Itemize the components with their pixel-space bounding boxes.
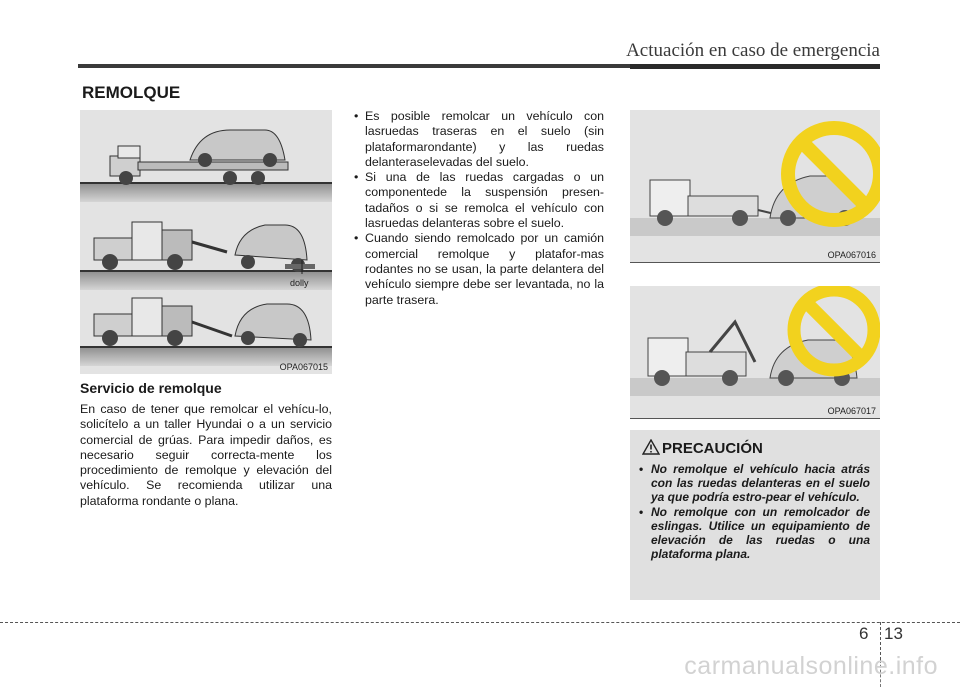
bullet-item: • Cuando siendo remolcado por un camión comercial remolque y platafor-mas rodantes no se usan, la parte delantera del vehículo siempre debe ser levantada, no la parte trasera. [352, 231, 604, 307]
service-heading: Servicio de remolque [80, 380, 222, 396]
caution-item: • No remolque con un remolcador de eslingas. Utilice un equipamiento de elevación de las ruedas o una plataforma plana. [638, 505, 870, 562]
caution-item: • No remolque el vehículo hacia atrás con las ruedas delanteras en el suelo ya que podría estro-pear el vehículo. [638, 462, 870, 505]
figure-caption: OPA067015 [279, 362, 328, 372]
towing-methods-illustration [80, 110, 332, 374]
dolly-label: dolly [290, 278, 309, 288]
header-rule-accent [630, 64, 880, 69]
running-header: Actuación en caso de emergencia [626, 40, 880, 61]
caution-title: PRECAUCIÓN [662, 440, 763, 457]
footer-rule [0, 622, 960, 623]
service-text: En caso de tener que remolcar el vehícu-lo, solicítelo a un taller Hyundai o a un servicio comercial de grúas. Para impedir daños, es necesario seguir correcta-mente los procedimiento de remolque y elevación del vehículo. Se recomienda utilizar una plataforma rondante o plana. [80, 402, 332, 508]
warning-icon [642, 439, 660, 455]
caution-box [630, 430, 880, 600]
section-title: REMOLQUE [82, 83, 181, 102]
figure-rule [630, 262, 880, 263]
figure-caption: OPA067016 [827, 250, 876, 260]
figure-caption: OPA067017 [827, 406, 876, 416]
bullet-item: • Si una de las ruedas cargadas o un componentede la suspensión presen-tadaños o si se remolca el vehículo con lasruedas delanteras sobre el suelo. [352, 170, 604, 231]
figure-rule [630, 418, 880, 419]
page-number: 13 [884, 624, 903, 643]
prohibited-sling-illustration [630, 286, 880, 418]
chapter-number: 6 [859, 624, 869, 643]
towing-bullets [352, 109, 604, 308]
bullet-item: • Es posible remolcar un vehículo con lasruedas traseras en el suelo (sin plataformarondante) y las ruedas delanteraselevadas del suelo. [352, 109, 604, 170]
watermark: carmanualsonline.info [684, 652, 938, 680]
prohibited-tow-illustration [630, 110, 880, 262]
caution-list [638, 462, 870, 561]
